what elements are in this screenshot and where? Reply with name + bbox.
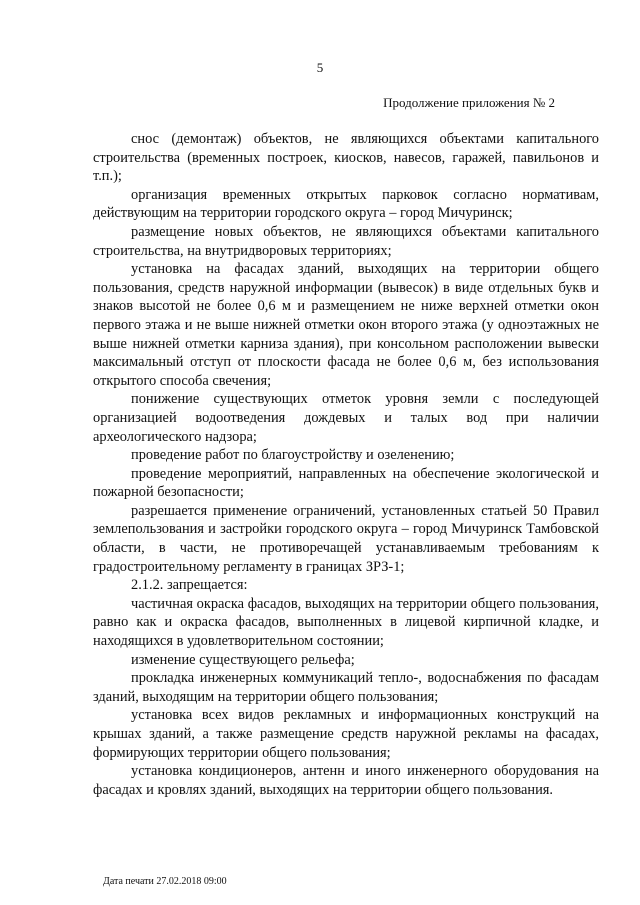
paragraph: установка кондиционеров, антенн и иного инженерного оборудования на фасадах и кровлях зданий, выходящих на территории общего пользования. [93,763,599,798]
paragraph: проведение мероприятий, направленных на обеспечение экологической и пожарной безопасности; [93,465,599,501]
paragraph: изменение существующего рельефа; [131,651,355,668]
appendix-continuation-note: Продолжение приложения № 2 [383,95,555,110]
paragraph: снос (демонтаж) объектов, не являющихся объектами капитального строительства (временных построек, киосков, навесов, гаражей, павильонов и т.п.); [93,131,599,185]
paragraph: размещение новых объектов, не являющихся объектами капитального строительства, на внутридворовых территориях; [93,223,599,259]
print-date: Дата печати 27.02.2018 09:00 [103,876,227,887]
paragraph: установка всех видов рекламных и информационных конструкций на крышах зданий, а также размещение средств наружной рекламы на фасадах, формирующих территории общего пользования; [93,707,599,761]
paragraph: установка на фасадах зданий, выходящих на территории общего пользования, средств наружной информации (вывесок) в виде отдельных букв и знаков высотой не более 0,6 м и размещением не ниже верхней отметки окон первого этажа и не выше нижней отметки окон второго этажа (у одноэтажных не выше нижней отметки карниза здания), при консольном расположении вывески максимальный отступ от плоскости фасада не более 0,6 м, без использования открытого способа свечения; [93,261,599,389]
page-number: 5 [316,60,324,75]
document-body [93,130,599,799]
paragraph: частичная окраска фасадов, выходящих на территории общего пользования, равно как и окраска фасадов, выполненных в лицевой кирпичной кладке, и находящихся в удовлетворительном состоянии; [93,595,599,650]
paragraph: понижение существующих отметок уровня земли с последующей организацией водоотведения дождевых и талых вод при наличии археологического надзора; [93,391,599,445]
paragraph: проведение работ по благоустройству и озеленению; [131,447,455,464]
paragraph: прокладка инженерных коммуникаций тепло-, водоснабжения по фасадам зданий, выходящим на территории общего пользования; [93,670,599,705]
paragraph: организация временных открытых парковок согласно нормативам, действующим на территории городского округа – город Мичуринск; [93,186,599,222]
paragraph: разрешается применение ограничений, установленных статьей 50 Правил землепользования и застройки городского округа – город Мичуринск Тамбовской области, в части, не противоречащей устанавливаемым требованиям к градостроительному регламенту в границах ЗРЗ-1; [93,502,599,575]
section-heading: 2.1.2. запрещается: [131,577,248,594]
